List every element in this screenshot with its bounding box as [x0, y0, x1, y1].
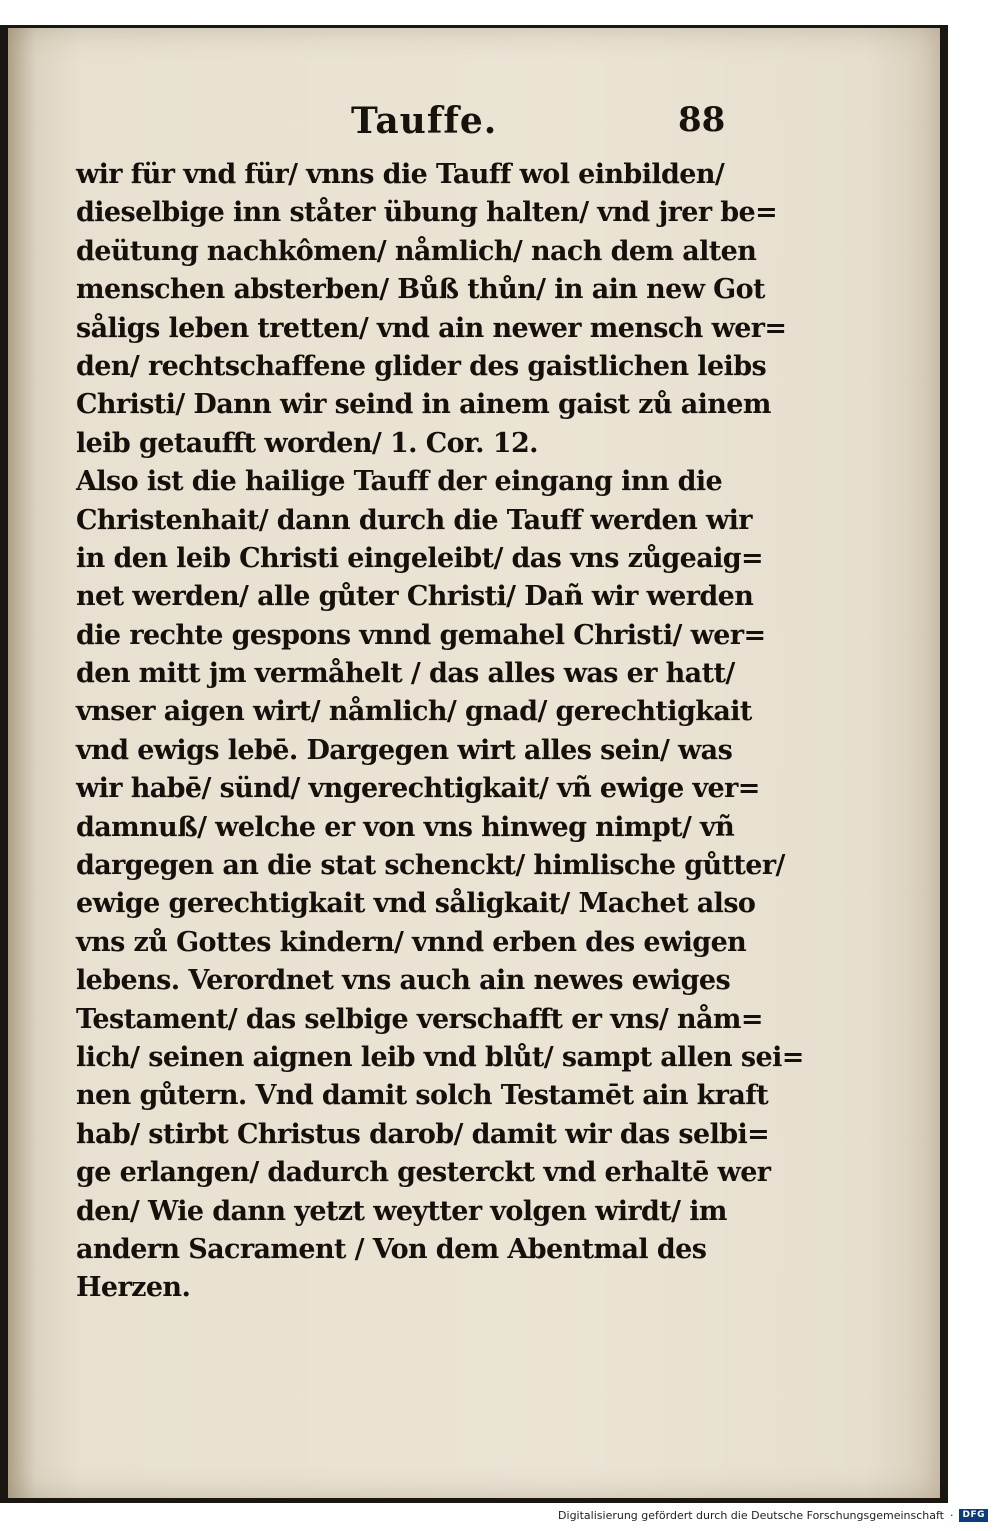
text-line: nen gůtern. Vnd damit solch Testamēt ain kraft	[76, 1080, 769, 1112]
body-text	[76, 156, 804, 1308]
running-title: Tauffe.	[351, 100, 498, 142]
text-line: vns zů Gottes kindern/ vnnd erben des ewigen	[76, 926, 747, 958]
text-line: die rechte gespons vnnd gemahel Christi/ wer=	[76, 619, 766, 651]
text-line: net werden/ alle gůter Christi/ Dañ wir werden	[76, 581, 754, 613]
text-line: den/ Wie dann yetzt weytter volgen wirdt/ im	[76, 1195, 727, 1227]
text-line: Also ist die hailige Tauff der eingang inn die	[76, 466, 723, 498]
text-line: deütung nachkômen/ nåmlich/ nach dem alten	[76, 235, 757, 267]
digitization-footer	[558, 1505, 988, 1525]
funding-credit: Digitalisierung gefördert durch die Deutsche Forschungsgemeinschaft	[558, 1508, 944, 1522]
text-line: Christenhait/ dann durch die Tauff werden wir	[76, 504, 752, 536]
text-line: in den leib Christi eingeleibt/ das vns zůgeaig=	[76, 542, 764, 574]
text-line: leib getaufft worden/ 1. Cor. 12.	[76, 427, 538, 459]
text-line: dieselbige inn ståter übung halten/ vnd jrer be=	[76, 197, 778, 229]
book-page	[8, 28, 940, 1498]
text-line: hab/ stirbt Christus darob/ damit wir das selbi=	[76, 1118, 770, 1150]
text-line: såligs leben tretten/ vnd ain newer mensch wer=	[76, 312, 787, 344]
text-line: vnser aigen wirt/ nåmlich/ gnad/ gerechtigkait	[76, 696, 752, 728]
text-line: menschen absterben/ Bůß thůn/ in ain new Got	[76, 274, 765, 306]
dfg-logo-icon: DFG	[959, 1509, 988, 1522]
running-head	[8, 100, 940, 150]
page-number: 88	[678, 100, 726, 140]
text-line: wir habē/ sünd/ vngerechtigkait/ vñ ewige ver=	[76, 773, 760, 805]
text-line: ge erlangen/ dadurch gesterckt vnd erhaltē wer	[76, 1157, 771, 1189]
text-line: vnd ewigs lebē. Dargegen wirt alles sein/ was	[76, 734, 733, 766]
text-line: andern Sacrament / Von dem Abentmal des	[76, 1233, 707, 1265]
text-line: den/ rechtschaffene glider des gaistlichen leibs	[76, 350, 767, 382]
text-line: dargegen an die stat schenckt/ himlische gůtter/	[76, 850, 785, 882]
text-line: damnuß/ welche er von vns hinweg nimpt/ vñ	[76, 811, 735, 843]
text-line: wir für vnd für/ vnns die Tauff wol einbilden/	[76, 159, 725, 190]
text-line: den mitt jm vermåhelt / das alles was er hatt/	[76, 658, 735, 690]
text-line: lich/ seinen aignen leib vnd blůt/ sampt allen sei=	[76, 1041, 804, 1073]
text-line: Herzen.	[76, 1272, 191, 1304]
text-line: lebens. Verordnet vns auch ain newes ewiges	[76, 965, 731, 997]
text-line: Christi/ Dann wir seind in ainem gaist zů ainem	[76, 389, 771, 421]
footer-separator: ·	[949, 1508, 954, 1522]
text-line: Testament/ das selbige verschafft er vns/ nåm=	[76, 1003, 763, 1035]
text-line: ewige gerechtigkait vnd såligkait/ Machet also	[76, 888, 756, 920]
